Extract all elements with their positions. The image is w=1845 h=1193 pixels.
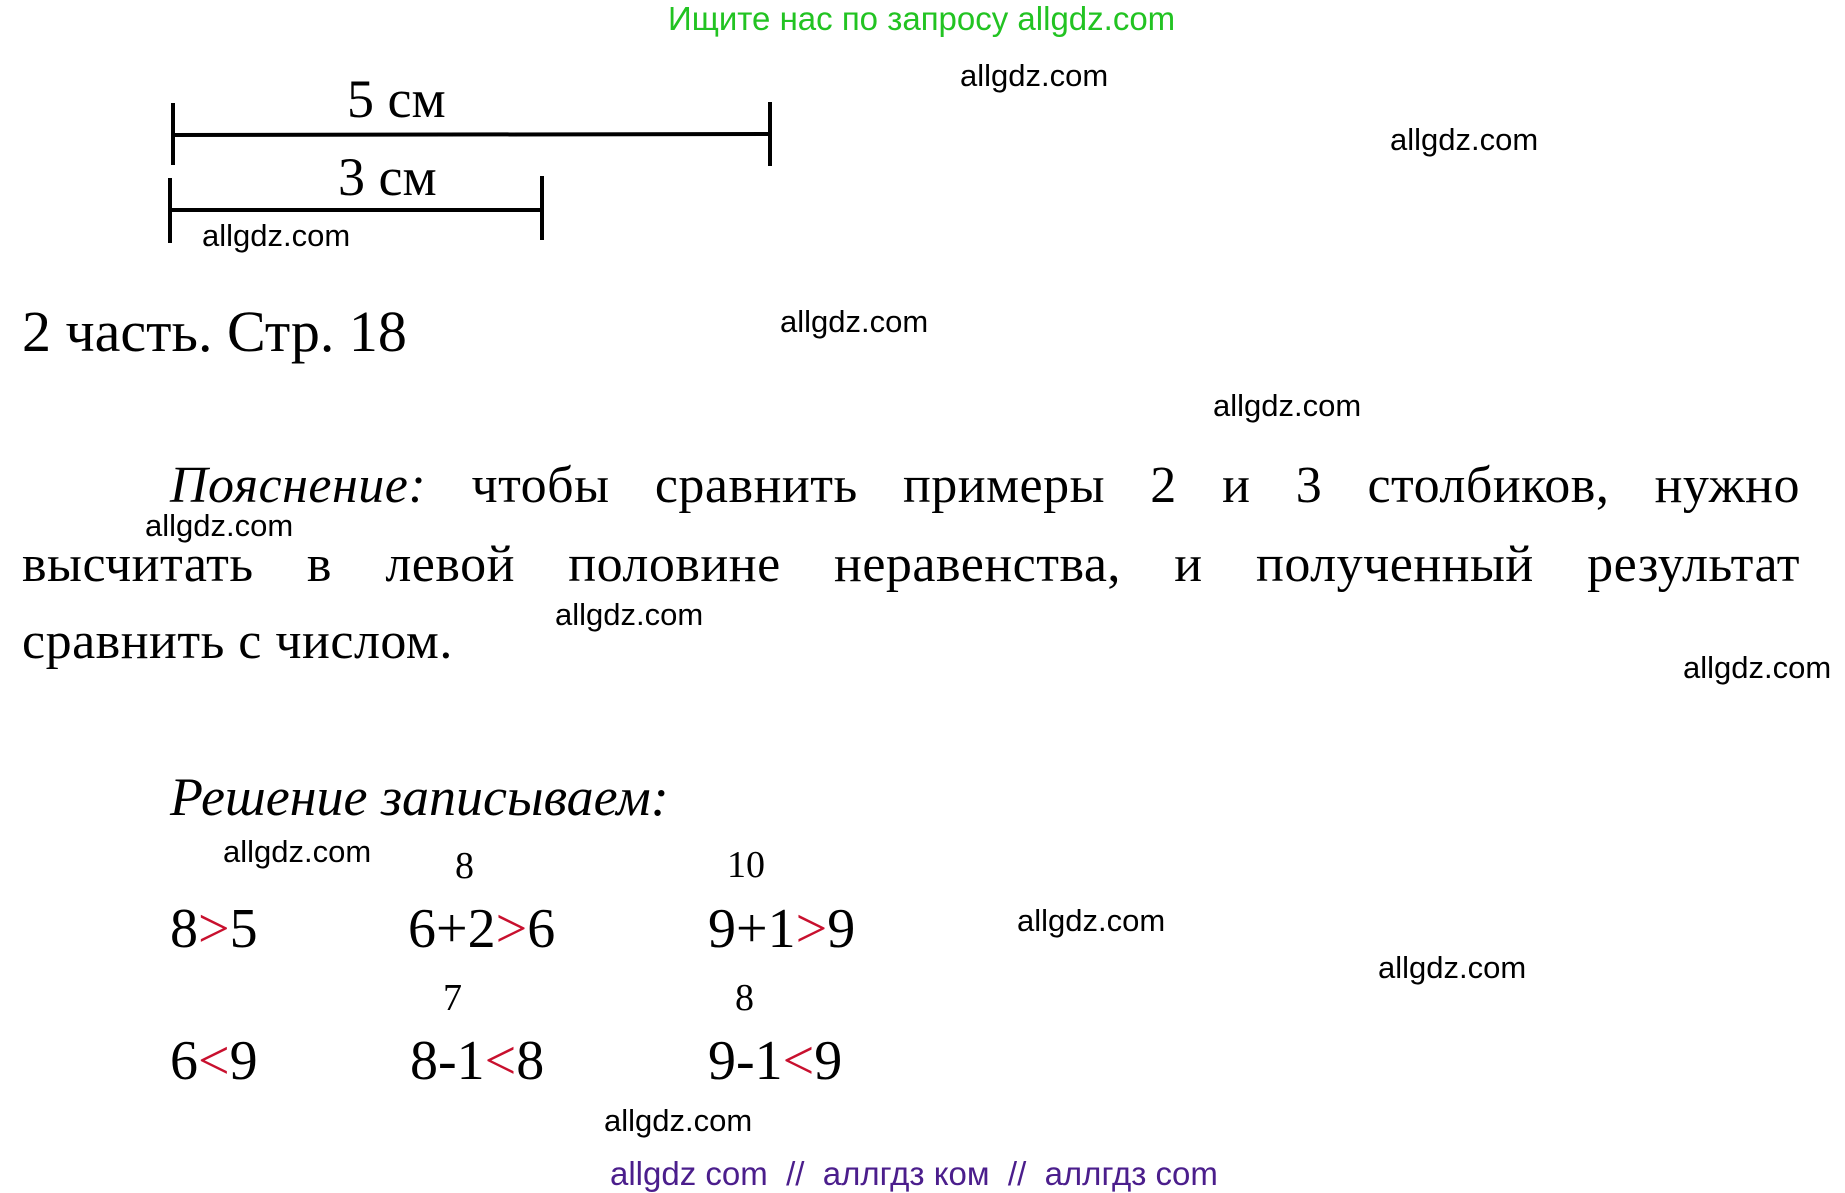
watermark: allgdz.com [604,1103,753,1138]
page-heading: 2 часть. Стр. 18 [22,299,407,364]
watermark: allgdz.com [1017,903,1166,938]
top-banner: Ищите нас по запросу allgdz.com [668,0,1176,37]
segment-3cm-label: 3 см [338,147,437,207]
explanation-line-1 [170,456,1800,515]
expr-r1-c2: 6+2>6 [408,898,556,960]
segment-5cm-label: 5 см [347,69,446,129]
watermark: allgdz.com [1378,950,1527,985]
watermark: allgdz.com [555,597,704,632]
sign-r2-c1: < [198,1030,230,1092]
note-r2-c3: 8 [735,977,754,1019]
watermark: allgdz.com [1213,388,1362,423]
explanation-line-2: высчитать в левой половине неравенства, и полученный результат [22,536,1800,593]
explanation-label: Пояснение: [170,457,427,514]
watermark: allgdz.com [223,834,372,869]
segment-5cm-line [173,134,770,135]
bottom-banner: allgdz com // аллгдз ком // аллгдз com [610,1155,1218,1192]
sign-r1-c1: > [198,898,230,960]
watermark: allgdz.com [1390,122,1539,157]
watermark: allgdz.com [145,508,294,543]
sign-r1-c2: > [495,898,528,960]
expr-r2-c1: 6<9 [170,1030,258,1092]
sign-r2-c3: < [782,1030,815,1092]
note-r1-c3: 10 [727,844,765,886]
note-r1-c2: 8 [455,845,474,887]
explanation-line-3: сравнить с числом. [22,613,453,670]
watermark: allgdz.com [202,218,351,253]
watermark: allgdz.com [960,58,1109,93]
watermark: allgdz.com [780,304,929,339]
expr-r1-c1: 8>5 [170,898,258,960]
expr-r2-c3: 9-1<9 [708,1030,843,1092]
sign-r2-c2: < [484,1030,517,1092]
note-r2-c2: 7 [443,977,462,1019]
expr-r1-c3: 9+1>9 [708,898,856,960]
sign-r1-c3: > [795,898,828,960]
solution-title: Решение записываем: [170,767,669,827]
explanation-text-1: чтобы сравнить примеры 2 и 3 столбиков, нужно [471,457,1800,514]
expr-r2-c2: 8-1<8 [410,1030,545,1092]
watermark: allgdz.com [1683,650,1832,685]
